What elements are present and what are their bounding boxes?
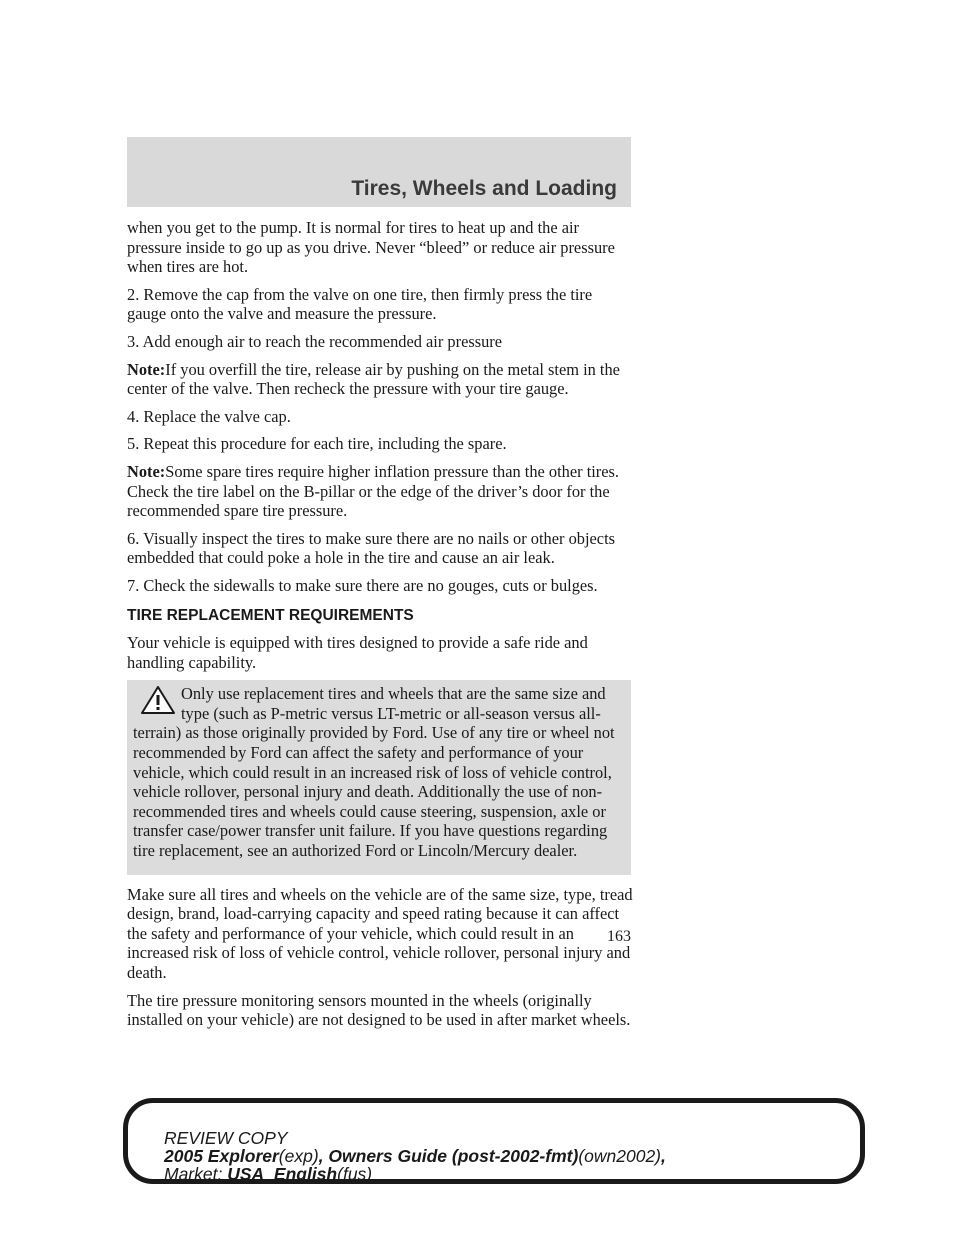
paragraph: Make sure all tires and wheels on the vehicle are of the same size, type, tread design, brand, load-carrying capacity and speed rating because it can affect the safety and performance of your vehicle, which could result in an increased risk of loss of vehicle control, vehicle rollover, personal injury and death. (127, 884, 633, 982)
step-5: 5. Repeat this procedure for each tire, including the spare. (127, 434, 507, 454)
review-label: REVIEW COPY (164, 1128, 288, 1148)
step-2: 2. Remove the cap from the valve on one tire, then firmly press the tire gauge onto the valve and measure the pressure. (127, 284, 593, 324)
page-content (127, 218, 635, 1038)
step-3: 3. Add enough air to reach the recommended air pressure (127, 331, 503, 351)
note-text: Some spare tires require higher inflation pressure than the other tires. Check the tire label on the B-pillar or the edge of the driver’s door for the recommended spare tire pressure. (127, 461, 620, 521)
step-6: 6. Visually inspect the tires to make sure there are no nails or other objects embedded that could poke a hole in the tire and cause an air leak. (127, 528, 616, 568)
warning-text: Only use replacement tires and wheels that are the same size and type (such as P-metric versus LT-metric or all-season versus all-terrain) as those originally provided by Ford. Use of any tire or wheel not recommended by Ford can affect the safety and performance of your vehicle, which could result in an increased risk of loss of vehicle control, vehicle rollover, personal injury and death. Additionally the use of non-recommended tires and wheels could cause steering, suspension, axle or transfer case/power transfer unit failure. If you have questions regarding tire replacement, see an authorized Ford or Lincoln/Mercury dealer. (133, 684, 615, 861)
section-heading: TIRE REPLACEMENT REQUIREMENTS (127, 606, 414, 624)
note-overfill (127, 360, 635, 399)
section-intro: Your vehicle is equipped with tires designed to provide a safe ride and handling capability. (127, 633, 588, 672)
note-spare (127, 462, 635, 521)
review-guide-code: (own2002) (578, 1146, 662, 1166)
review-copy-box (123, 1098, 865, 1184)
warning-box (127, 680, 631, 874)
note-label: Note: (127, 359, 166, 379)
paragraph: The tire pressure monitoring sensors mounted in the wheels (originally installed on your vehicle) are not designed to be used in after market wheels. (127, 990, 631, 1030)
step-4: 4. Replace the valve cap. (127, 406, 291, 426)
review-market-label: Market: (164, 1164, 223, 1184)
page-number: 163 (607, 928, 631, 945)
step-7: 7. Check the sidewalls to make sure there are no gouges, cuts or bulges. (127, 575, 598, 595)
paragraph: when you get to the pump. It is normal for tires to heat up and the air pressure inside to go up as you drive. Never “bleed” or reduce air pressure when tires are hot. (127, 218, 615, 277)
review-market-code: (fus) (337, 1164, 373, 1184)
review-guide: Owners Guide (post-2002-fmt) (328, 1146, 579, 1166)
note-text: If you overfill the tire, release air by pushing on the metal stem in the center of the valve. Then recheck the pressure with your tire gauge. (127, 359, 620, 399)
page-header (127, 137, 631, 207)
chapter-title: Tires, Wheels and Loading (351, 177, 617, 200)
review-model: 2005 Explorer (164, 1146, 279, 1166)
review-model-code: (exp) (278, 1146, 319, 1166)
warning-triangle-icon (139, 684, 177, 716)
review-market: USA_English (227, 1164, 338, 1184)
note-label: Note: (127, 461, 166, 481)
review-copy-text: REVIEW COPY 2005 Explorer(exp), Owners Guide (post-2002-fmt)(own2002), Market: USA_English(fus) (164, 1128, 666, 1184)
